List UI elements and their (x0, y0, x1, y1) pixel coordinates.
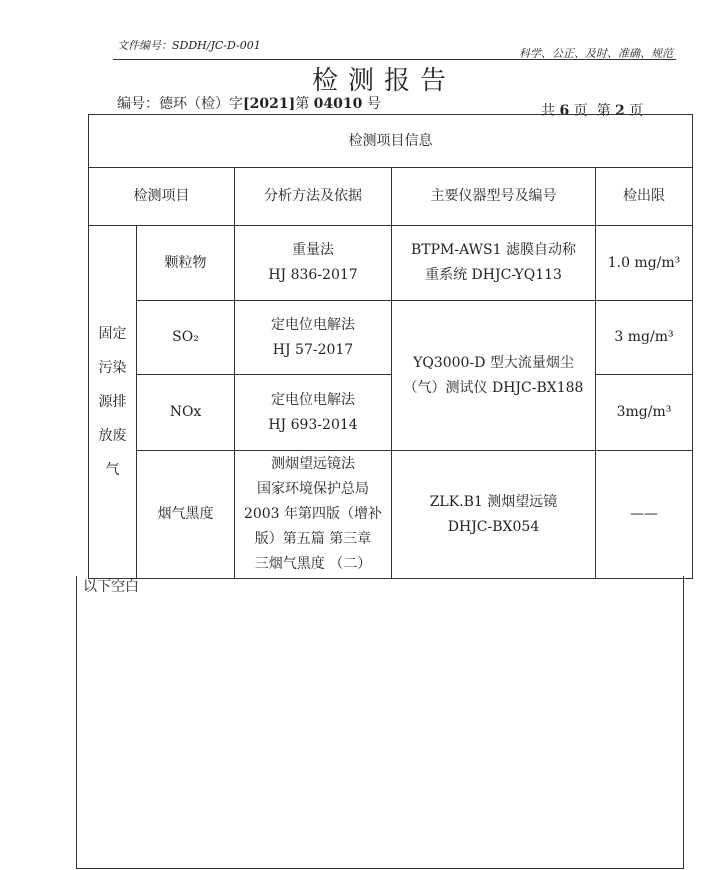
method-line: 定电位电解法 (271, 391, 355, 408)
report-number-mid: 第 (295, 96, 310, 112)
blank-note: 以下空白 (83, 579, 139, 595)
instrument-shared (392, 301, 596, 451)
report-number (117, 93, 381, 113)
detection-info-table (88, 114, 693, 579)
page-total-suffix: 页 (573, 103, 588, 119)
category-cell (89, 226, 137, 579)
page-total: 6 (559, 103, 570, 119)
limit-nox: 3mg/m³ (596, 375, 693, 451)
instrument-line: YQ3000-D 型大流量烟尘 (413, 354, 574, 371)
category-char: 放废 (98, 428, 127, 444)
header-instrument: 主要仪器型号及编号 (392, 168, 596, 226)
method-line: HJ 693-2014 (268, 416, 358, 433)
header-item: 检测项目 (89, 168, 235, 226)
method-smoke-density (235, 451, 392, 579)
method-line: 版）第五篇 第三章 (254, 531, 372, 547)
method-so2 (235, 301, 392, 375)
blank-area (76, 576, 684, 869)
instrument-line: BTPM-AWS1 滤膜自动称 (411, 242, 576, 258)
method-nox (235, 375, 392, 451)
method-line: HJ 836-2017 (268, 267, 358, 283)
instrument-line: ZLK.B1 测烟望远镜 (429, 493, 558, 510)
method-line: 测烟望远镜法 (271, 456, 355, 472)
header-limit: 检出限 (596, 168, 693, 226)
category-char: 污染 (98, 360, 127, 376)
limit-so2: 3 mg/m³ (596, 301, 693, 375)
instrument-line: DHJC-BX054 (447, 518, 540, 535)
category-char: 气 (105, 462, 120, 478)
method-line: 重量法 (292, 242, 334, 258)
item-particulate: 颗粒物 (137, 226, 235, 301)
category-char: 固定 (98, 326, 127, 342)
file-number: 文件编号：SDDH/JC-D-001 (117, 39, 261, 52)
item-nox: NOx (137, 375, 235, 451)
limit-particulate: 1.0 mg/m³ (596, 226, 693, 301)
method-line: 国家环境保护总局 (257, 481, 369, 497)
method-line: 2003 年第四版（增补 (243, 506, 383, 522)
item-smoke-density: 烟气黑度 (137, 451, 235, 579)
method-particulate (235, 226, 392, 301)
report-number-value: 04010 (313, 96, 363, 112)
motto: 科学、公正、及时、准确、规范 (519, 47, 673, 60)
page-current-prefix: 第 (596, 103, 611, 119)
page-current: 2 (615, 103, 625, 119)
page-total-prefix: 共 (541, 103, 555, 119)
instrument-line: 重系统 DHJC-YQ113 (425, 267, 562, 283)
method-line: HJ 57-2017 (272, 341, 354, 358)
instrument-particulate (392, 226, 596, 301)
item-so2: SO₂ (137, 301, 235, 375)
instrument-line: （气）测试仪 DHJC-BX188 (403, 379, 584, 396)
instrument-smoke-density (392, 451, 596, 579)
section-title: 检测项目信息 (89, 115, 693, 168)
report-title: 检测报告 (312, 66, 457, 96)
limit-smoke-density: —— (596, 451, 693, 579)
method-line: 定电位电解法 (271, 316, 355, 333)
report-number-suffix: 号 (366, 96, 381, 112)
report-number-year: [2021] (243, 96, 296, 112)
method-line: 三烟气黑度 （二） (254, 556, 372, 572)
report-number-label: 编号：德环（检）字 (117, 96, 243, 112)
page-current-suffix: 页 (629, 103, 644, 119)
header-method: 分析方法及依据 (235, 168, 392, 226)
category-char: 源排 (98, 394, 127, 410)
